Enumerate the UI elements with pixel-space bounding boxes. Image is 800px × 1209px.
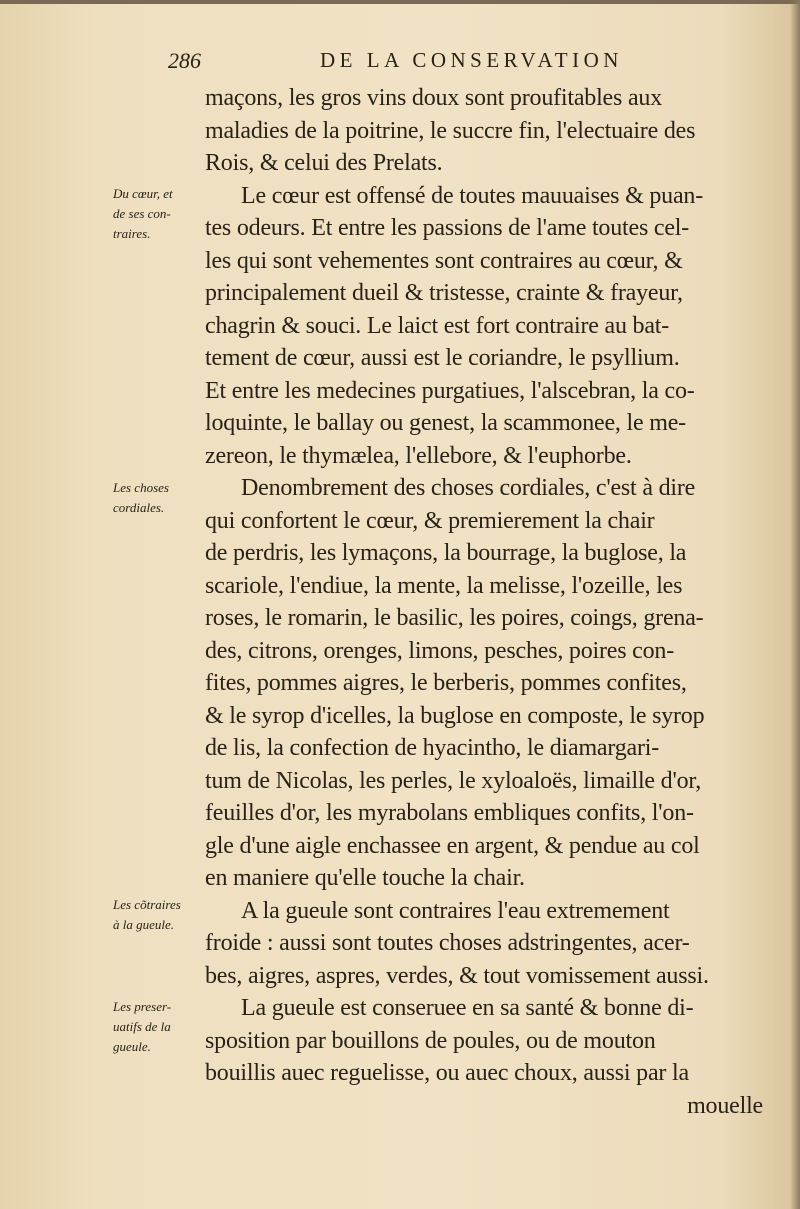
margin-note-line: uatifs de la	[113, 1019, 171, 1034]
text-line: tes odeurs. Et entre les passions de l'ame toutes cel-	[205, 215, 690, 241]
catchword: mouelle	[687, 1092, 763, 1119]
margin-note-line: gueule.	[113, 1039, 151, 1054]
margin-note-line: de ses con-	[113, 206, 171, 221]
text-line: tum de Nicolas, les perles, le xyloaloës, limaille d'or,	[205, 767, 702, 794]
text-line: feuilles d'or, les myrabolans embliques confits, l'on-	[205, 800, 694, 826]
text-line: & le syrop d'icelles, la buglose en composte, le syrop	[205, 702, 705, 729]
text-line: les qui sont vehementes sont contraires au cœur, &	[205, 247, 683, 274]
paragraph-start-line: A la gueule sont contraires l'eau extremement	[241, 897, 670, 924]
text-line: de perdris, les lymaçons, la bourrage, la buglose, la	[205, 540, 687, 566]
text-line: scariole, l'endiue, la mente, la melisse, l'ozeille, les	[205, 572, 683, 599]
text-line: zereon, le thymælea, l'ellebore, & l'euphorbe.	[205, 442, 632, 469]
margin-notes	[0, 0, 205, 1209]
text-line: sposition par bouillons de poules, ou de mouton	[205, 1027, 656, 1054]
margin-note-line: Les cõtraires	[113, 897, 181, 912]
text-line: qui confortent le cœur, & premierement la chair	[205, 507, 655, 534]
text-line: fites, pommes aigres, le berberis, pommes confites,	[205, 670, 687, 696]
page-right-edge-shadow	[790, 0, 800, 1209]
text-line: roses, le romarin, le basilic, les poires, coings, grena-	[205, 605, 704, 631]
margin-note-line: cordiales.	[113, 500, 165, 515]
text-line: chagrin & souci. Le laict est fort contraire au bat-	[205, 312, 670, 339]
text-line: Rois, & celui des Prelats.	[205, 150, 443, 176]
text-line: bouillis auec reguelisse, ou auec choux, aussi par la	[205, 1060, 689, 1086]
text-line: maladies de la poitrine, le succre fin, l'electuaire des	[205, 117, 696, 144]
margin-note-line: Du cœur, et	[113, 186, 173, 201]
text-line: bes, aigres, aspres, verdes, & tout vomissement aussi.	[205, 962, 709, 989]
text-line: Et entre les medecines purgatiues, l'alscebran, la co-	[205, 377, 695, 404]
text-line: maçons, les gros vins doux sont proufitables aux	[205, 85, 663, 111]
margin-note-heart	[113, 184, 205, 244]
margin-note-line: Les choses	[113, 480, 169, 495]
body-text	[205, 82, 773, 1122]
paragraph-start-line: La gueule est conseruee en sa santé & bonne di-	[241, 995, 694, 1021]
running-title: DE LA CONSERVATION	[320, 48, 623, 72]
text-line: gle d'une aigle enchassee en argent, & pendue au col	[205, 832, 700, 859]
margin-note-throat-preservatives	[113, 997, 205, 1057]
margin-note-line: à la gueule.	[113, 917, 175, 932]
text-line: en maniere qu'elle touche la chair.	[205, 865, 525, 891]
margin-note-line: traires.	[113, 226, 151, 241]
paragraph-start-line: Le cœur est offensé de toutes mauuaises & puan-	[241, 182, 704, 209]
page-number: 286	[168, 48, 201, 73]
text-line: des, citrons, orenges, limons, pesches, poires con-	[205, 637, 675, 664]
text-line: loquinte, le ballay ou genest, la scammonee, le me-	[205, 410, 686, 436]
text-line: froide : aussi sont toutes choses adstringentes, acer-	[205, 930, 690, 956]
text-line: principalement dueil & tristesse, crainte & frayeur,	[205, 280, 683, 306]
margin-note-cordials	[113, 478, 205, 518]
page-header	[150, 48, 770, 84]
text-line: tement de cœur, aussi est le coriandre, le psyllium.	[205, 345, 680, 371]
text-line: de lis, la confection de hyacintho, le diamargari-	[205, 735, 660, 761]
margin-note-throat-contraries	[113, 895, 205, 935]
paragraph-start-line: Denombrement des choses cordiales, c'est à dire	[241, 475, 696, 501]
margin-note-line: Les preser-	[113, 999, 172, 1014]
